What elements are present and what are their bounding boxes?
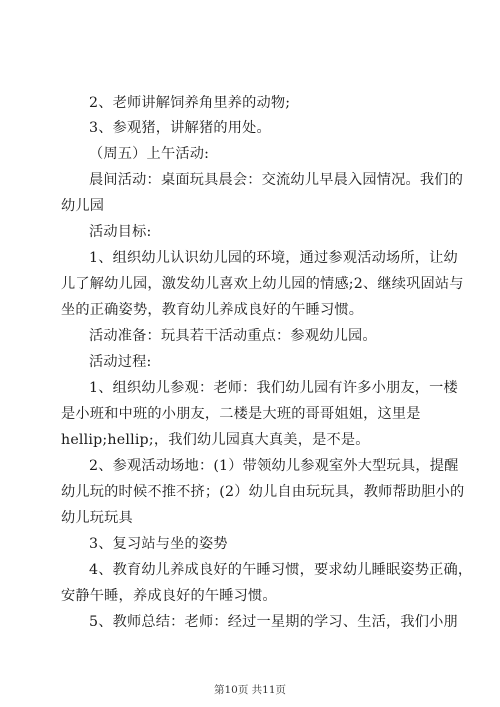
page-number-footer: 第10页 共11页 (213, 684, 287, 696)
text-line: 是小班和中班的小朋友，二楼是大班的哥哥姐姐，这里是 (61, 406, 421, 422)
text-line: 2、老师讲解饲养角里养的动物; (89, 95, 291, 111)
text-line: 4、教育幼儿养成良好的午睡习惯，要求幼儿睡眠姿势正确， (89, 562, 473, 578)
text-line: 幼儿玩玩具 (61, 510, 133, 526)
text-line: 晨间活动：桌面玩具晨会：交流幼儿早晨入园情况。我们的 (89, 172, 464, 188)
text-line: 1、组织幼儿参观：老师：我们幼儿园有许多小朋友，一楼 (89, 380, 458, 396)
text-line: （周五）上午活动: (89, 146, 210, 162)
text-line: 活动准备：玩具若干活动重点：参观幼儿园。 (89, 328, 377, 344)
text-line: 活动目标: (89, 224, 152, 240)
text-line: 3、参观猪，讲解猪的用处。 (89, 120, 271, 136)
text-line: 3、复习站与坐的姿势 (89, 536, 228, 552)
text-line: 2、参观活动场地：(1）带领幼儿参观室外大型玩具，提醒 (89, 458, 459, 474)
text-line: 儿了解幼儿园，激发幼儿喜欢上幼儿园的情感;2、继续巩固站与 (61, 276, 464, 292)
text-line: 坐的正确姿势，教育幼儿养成良好的午睡习惯。 (61, 302, 364, 318)
text-line: 安静午睡，养成良好的午睡习惯。 (61, 588, 277, 604)
text-line: hellip;hellip;，我们幼儿园真大真美，是不是。 (61, 432, 370, 448)
text-line: 幼儿玩的时候不推不挤；(2）幼儿自由玩玩具，教师帮助胆小的 (61, 484, 465, 500)
text-line: 活动过程: (89, 354, 152, 370)
text-line: 5、教师总结：老师：经过一星期的学习、生活，我们小朋 (89, 614, 458, 630)
text-line: 幼儿园 (61, 198, 105, 214)
text-line: 1、组织幼儿认识幼儿园的环境，通过参观活动场所，让幼 (89, 250, 458, 266)
